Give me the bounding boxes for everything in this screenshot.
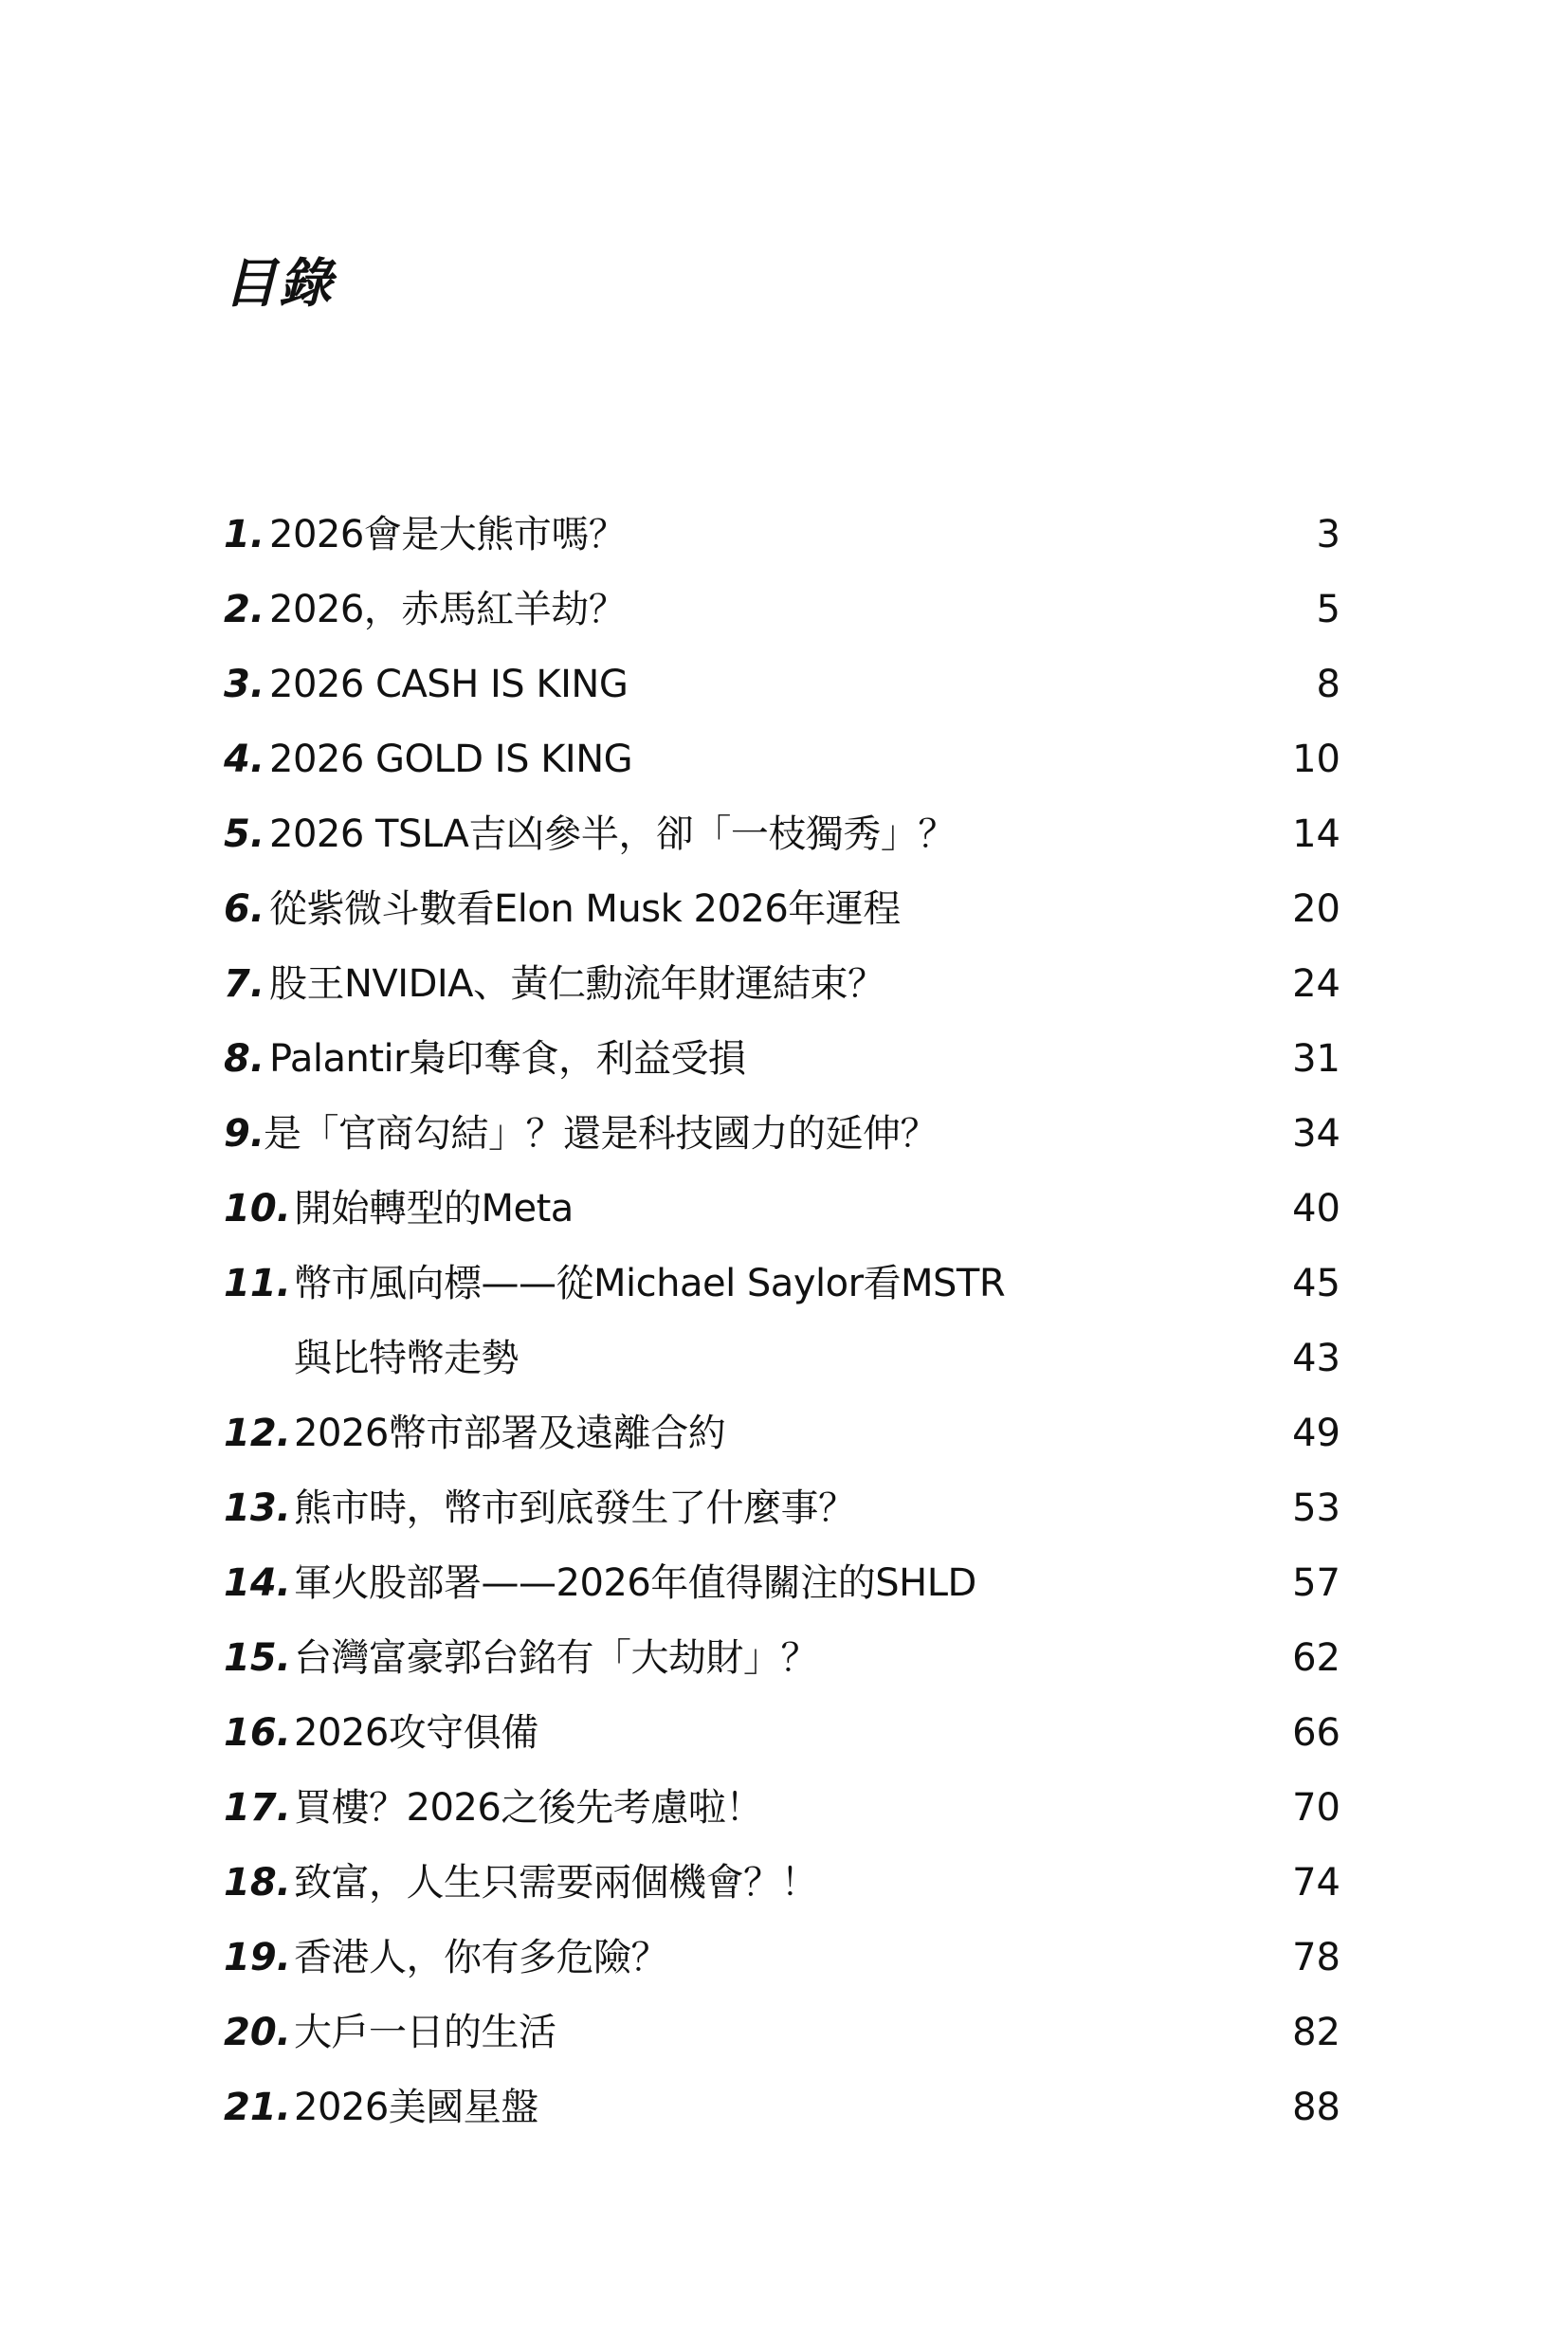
entry-number: 15. (224, 1636, 291, 1680)
entry-title: 2026，赤馬紅羊劫？ (269, 588, 627, 631)
entry-page: 20 (1292, 887, 1340, 931)
entry-title: 股王NVIDIA、黃仁勳流年財運結束？ (269, 962, 885, 1006)
entry-number: 12. (224, 1412, 291, 1455)
entry-title: 2026 TSLA吉凶參半，卻「一枝獨秀」？ (269, 812, 956, 856)
entry-title: 熊市時，幣市到底發生了什麼事？ (294, 1486, 856, 1530)
entry-page: 49 (1292, 1412, 1340, 1455)
entry-page: 57 (1292, 1561, 1340, 1605)
toc-entry (224, 647, 1340, 722)
entry-number: 18. (224, 1861, 291, 1905)
toc-entry (224, 872, 1340, 947)
entry-number: 5. (224, 812, 265, 856)
entry-number: 7. (224, 962, 265, 1006)
toc-entry (224, 1172, 1340, 1247)
toc-entry (224, 1696, 1340, 1771)
toc-list (224, 498, 1340, 2145)
entry-number: 14. (224, 1561, 291, 1605)
toc-entry (224, 2070, 1340, 2145)
entry-page: 3 (1316, 513, 1340, 556)
entry-title: Palantir梟印奪食，利益受損 (269, 1037, 746, 1081)
entry-number: 1. (224, 513, 265, 556)
entry-number: 13. (224, 1486, 291, 1530)
entry-number: 4. (224, 738, 265, 781)
toc-entry (224, 1247, 1340, 1322)
entry-page: 43 (1292, 1337, 1340, 1380)
toc-entry (224, 498, 1340, 573)
entry-title: 2026幣市部署及遠離合約 (294, 1412, 726, 1455)
entry-title: 是「官商勾結」？還是科技國力的延伸？ (264, 1112, 938, 1156)
entry-page: 14 (1292, 812, 1340, 856)
entry-number: 20. (224, 2011, 291, 2054)
entry-title: 2026攻守俱備 (294, 1711, 538, 1755)
entry-page: 88 (1292, 2086, 1340, 2129)
entry-page: 10 (1292, 738, 1340, 781)
toc-entry (224, 1022, 1340, 1097)
entry-number: 17. (224, 1786, 291, 1830)
toc-entry (224, 1621, 1340, 1696)
entry-title: 2026會是大熊市嗎？ (269, 513, 627, 556)
entry-page: 45 (1292, 1262, 1340, 1305)
toc-entry (224, 1846, 1340, 1921)
entry-title: 大戶一日的生活 (294, 2011, 556, 2054)
entry-page: 8 (1316, 663, 1340, 706)
toc-entry (224, 1921, 1340, 1996)
entry-title: 台灣富豪郭台銘有「大劫財」？ (294, 1636, 818, 1680)
toc-entry (224, 797, 1340, 872)
entry-page: 82 (1292, 2011, 1340, 2054)
entry-number: 8. (224, 1037, 265, 1081)
entry-page: 70 (1292, 1786, 1340, 1830)
entry-number: 9. (224, 1112, 265, 1156)
toc-entry (224, 722, 1340, 797)
toc-entry (224, 947, 1340, 1022)
entry-title: 買樓？2026之後先考慮啦！ (294, 1786, 763, 1830)
toc-entry (224, 1996, 1340, 2070)
toc-entry (224, 1771, 1340, 1846)
entry-title: 幣市風向標——從Michael Saylor看MSTR (294, 1262, 1006, 1305)
entry-title: 開始轉型的Meta (294, 1187, 574, 1231)
entry-title: 致富，人生只需要兩個機會？！ (294, 1861, 818, 1905)
entry-page: 40 (1292, 1187, 1340, 1231)
entry-page: 34 (1292, 1112, 1340, 1156)
entry-title: 軍火股部署——2026年值得關注的SHLD (294, 1561, 976, 1605)
entry-number: 16. (224, 1711, 291, 1755)
entry-title: 2026 CASH IS KING (269, 663, 629, 706)
entry-number: 21. (224, 2086, 291, 2129)
entry-title: 從紫微斗數看Elon Musk 2026年運程 (269, 887, 901, 931)
toc-entry (224, 573, 1340, 647)
entry-number: 19. (224, 1936, 291, 1979)
entry-page: 74 (1292, 1861, 1340, 1905)
entry-page: 24 (1292, 962, 1340, 1006)
toc-title: 目錄 (224, 253, 334, 315)
entry-page: 5 (1316, 588, 1340, 631)
toc-entry-continuation (224, 1322, 1340, 1396)
entry-page: 78 (1292, 1936, 1340, 1979)
entry-number: 10. (224, 1187, 291, 1231)
entry-number: 3. (224, 663, 265, 706)
entry-page: 53 (1292, 1486, 1340, 1530)
entry-page: 31 (1292, 1037, 1340, 1081)
entry-title: 與比特幣走勢 (294, 1337, 519, 1380)
entry-title: 香港人，你有多危險？ (294, 1936, 668, 1979)
entry-title: 2026 GOLD IS KING (269, 738, 633, 781)
entry-page: 66 (1292, 1711, 1340, 1755)
entry-number: 11. (224, 1262, 291, 1305)
entry-title: 2026美國星盤 (294, 2086, 538, 2129)
toc-entry (224, 1396, 1340, 1471)
entry-number: 6. (224, 887, 265, 931)
entry-number: 2. (224, 588, 265, 631)
entry-page: 62 (1292, 1636, 1340, 1680)
toc-entry (224, 1097, 1340, 1172)
toc-entry (224, 1546, 1340, 1621)
toc-entry (224, 1471, 1340, 1546)
